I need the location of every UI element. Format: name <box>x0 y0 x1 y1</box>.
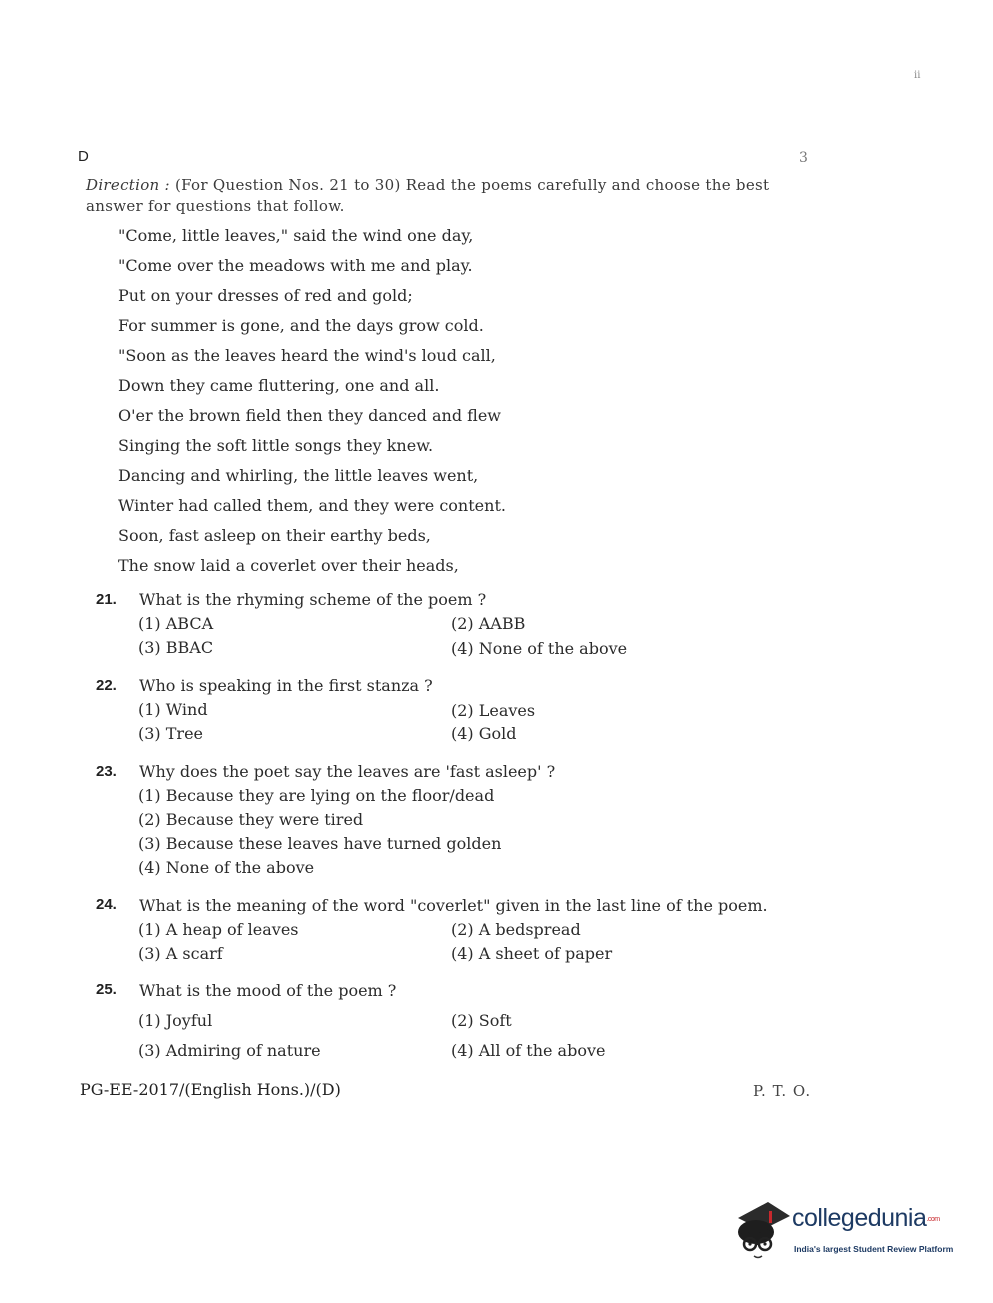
option: (1) Wind <box>138 700 208 719</box>
direction-text: (For Question Nos. 21 to 30) Read the poems carefully and choose the best answer for questions that follow. <box>86 176 770 215</box>
question-number: 23. <box>96 763 117 780</box>
question-text: What is the mood of the poem ? <box>139 981 397 1000</box>
option: (2) A bedspread <box>451 920 581 939</box>
poem-line: "Soon as the leaves heard the wind's loud call, <box>118 346 496 365</box>
option: (4) None of the above <box>138 858 315 877</box>
corner-mark: ii <box>914 70 921 81</box>
option: (4) All of the above <box>451 1041 606 1060</box>
option: (3) Tree <box>138 724 204 743</box>
mascot-icon <box>732 1196 792 1266</box>
poem-line: Dancing and whirling, the little leaves went, <box>118 466 479 485</box>
option: (2) Because they were tired <box>138 810 364 829</box>
option: (2) Leaves <box>451 701 536 720</box>
set-code: D <box>78 148 89 165</box>
option: (3) Because these leaves have turned golden <box>138 834 502 853</box>
paper-code: PG-EE-2017/(English Hons.)/(D) <box>80 1080 341 1099</box>
option: (4) None of the above <box>451 639 628 658</box>
option: (1) Joyful <box>138 1011 213 1030</box>
direction-label: Direction : <box>86 176 170 194</box>
pto-label: P. T. O. <box>753 1082 812 1100</box>
question-text: What is the rhyming scheme of the poem ? <box>139 590 487 609</box>
option: (4) A sheet of paper <box>451 944 613 963</box>
poem-line: The snow laid a coverlet over their heads, <box>118 556 459 575</box>
question-number: 24. <box>96 896 117 913</box>
option: (3) Admiring of nature <box>138 1041 321 1060</box>
option: (1) ABCA <box>138 614 214 633</box>
poem-line: For summer is gone, and the days grow cold. <box>118 316 484 335</box>
option: (3) A scarf <box>138 944 223 963</box>
direction-instruction <box>86 175 806 217</box>
poem-line: Singing the soft little songs they knew. <box>118 436 434 455</box>
poem-line: O'er the brown field then they danced and flew <box>118 406 501 425</box>
option: (1) Because they are lying on the floor/dead <box>138 786 495 805</box>
poem-line: Put on your dresses of red and gold; <box>118 286 413 305</box>
option: (3) BBAC <box>138 638 214 657</box>
question-text: Why does the poet say the leaves are 'fast asleep' ? <box>139 762 556 781</box>
poem-line: Soon, fast asleep on their earthy beds, <box>118 526 431 545</box>
question-text: Who is speaking in the first stanza ? <box>139 676 433 695</box>
option: (4) Gold <box>451 724 517 743</box>
poem-line: Down they came fluttering, one and all. <box>118 376 440 395</box>
poem-line: Winter had called them, and they were content. <box>118 496 506 515</box>
brand-name: collegedunia.com <box>792 1204 940 1232</box>
collegedunia-logo <box>732 1196 962 1266</box>
brand-tagline: India's largest Student Review Platform <box>794 1244 954 1254</box>
question-number: 21. <box>96 591 117 608</box>
question-text: What is the meaning of the word "coverlet" given in the last line of the poem. <box>139 896 768 915</box>
option: (2) AABB <box>451 614 526 633</box>
option: (2) Soft <box>451 1011 512 1030</box>
question-number: 22. <box>96 677 117 694</box>
page-number: 3 <box>799 150 808 166</box>
option: (1) A heap of leaves <box>138 920 299 939</box>
poem-line: "Come over the meadows with me and play. <box>118 256 473 275</box>
poem-line: "Come, little leaves," said the wind one day, <box>118 226 474 245</box>
question-number: 25. <box>96 981 117 998</box>
